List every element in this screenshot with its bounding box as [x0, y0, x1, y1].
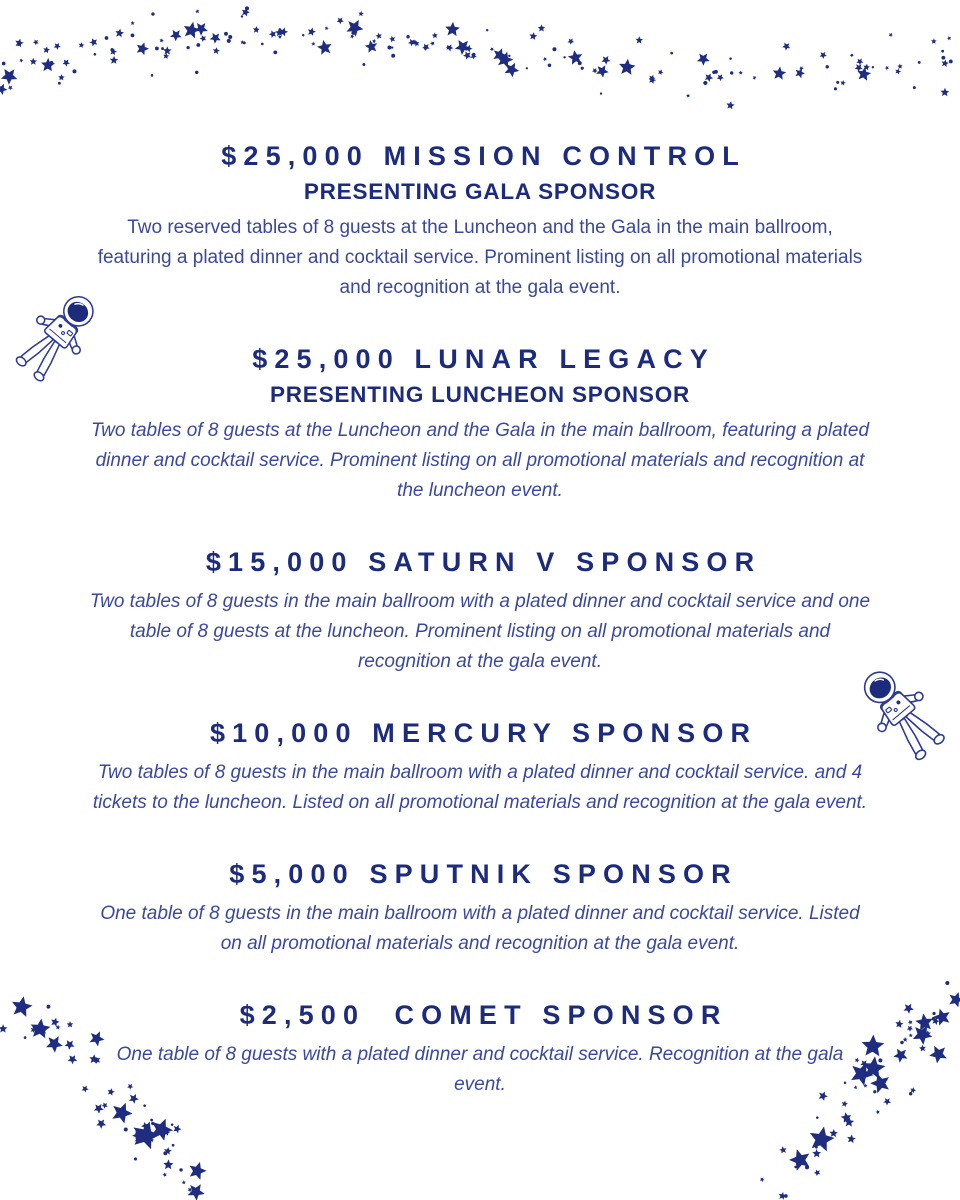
tier-title: $15,000 SATURN V SPONSOR	[205, 547, 762, 577]
tier-description: Two tables of 8 guests in the main ballroom with a plated dinner and cocktail service. and 4 tickets to the luncheon. Listed on all promotional materials and recognition at the gala event.	[92, 762, 868, 813]
sponsor-tier	[85, 1000, 875, 1100]
sponsor-tier	[85, 718, 875, 818]
tier-title: $2,500 COMET SPONSOR	[239, 1000, 728, 1030]
tier-title: $5,000 SPUTNIK SPONSOR	[229, 859, 738, 889]
tier-description: Two reserved tables of 8 guests at the Luncheon and the Gala in the main ballroom, featuring a plated dinner and cocktail service. Prominent listing on all promotional materials and recognition at the gala event.	[97, 217, 863, 298]
tier-subtitle: PRESENTING LUNCHEON SPONSOR	[269, 382, 691, 407]
sponsorship-levels-list	[85, 0, 875, 1100]
sponsor-tier	[85, 547, 875, 677]
tier-description: Two tables of 8 guests in the main ballroom with a plated dinner and cocktail service and one table of 8 guests at the luncheon. Prominent listing on all promotional materials and recognition at the gala event.	[89, 591, 871, 672]
sponsor-tier	[85, 344, 875, 506]
tier-title: $25,000 MISSION CONTROL	[221, 141, 746, 171]
sponsor-tier	[85, 141, 875, 303]
tier-description: Two tables of 8 guests at the Luncheon and the Gala in the main ballroom, featuring a plated dinner and cocktail service. Prominent listing on all promotional materials and recognition at the luncheon event.	[90, 420, 870, 501]
tier-subtitle: PRESENTING GALA SPONSOR	[303, 179, 657, 204]
tier-description: One table of 8 guests in the main ballroom with a plated dinner and cocktail service. Listed on all promotional materials and recognition at the gala event.	[100, 903, 860, 954]
tier-title: $25,000 LUNAR LEGACY	[252, 344, 715, 374]
sponsor-tier	[85, 859, 875, 959]
tier-description: One table of 8 guests with a plated dinner and cocktail service. Recognition at the gala event.	[116, 1044, 844, 1095]
tier-title: $10,000 MERCURY SPONSOR	[209, 718, 758, 748]
